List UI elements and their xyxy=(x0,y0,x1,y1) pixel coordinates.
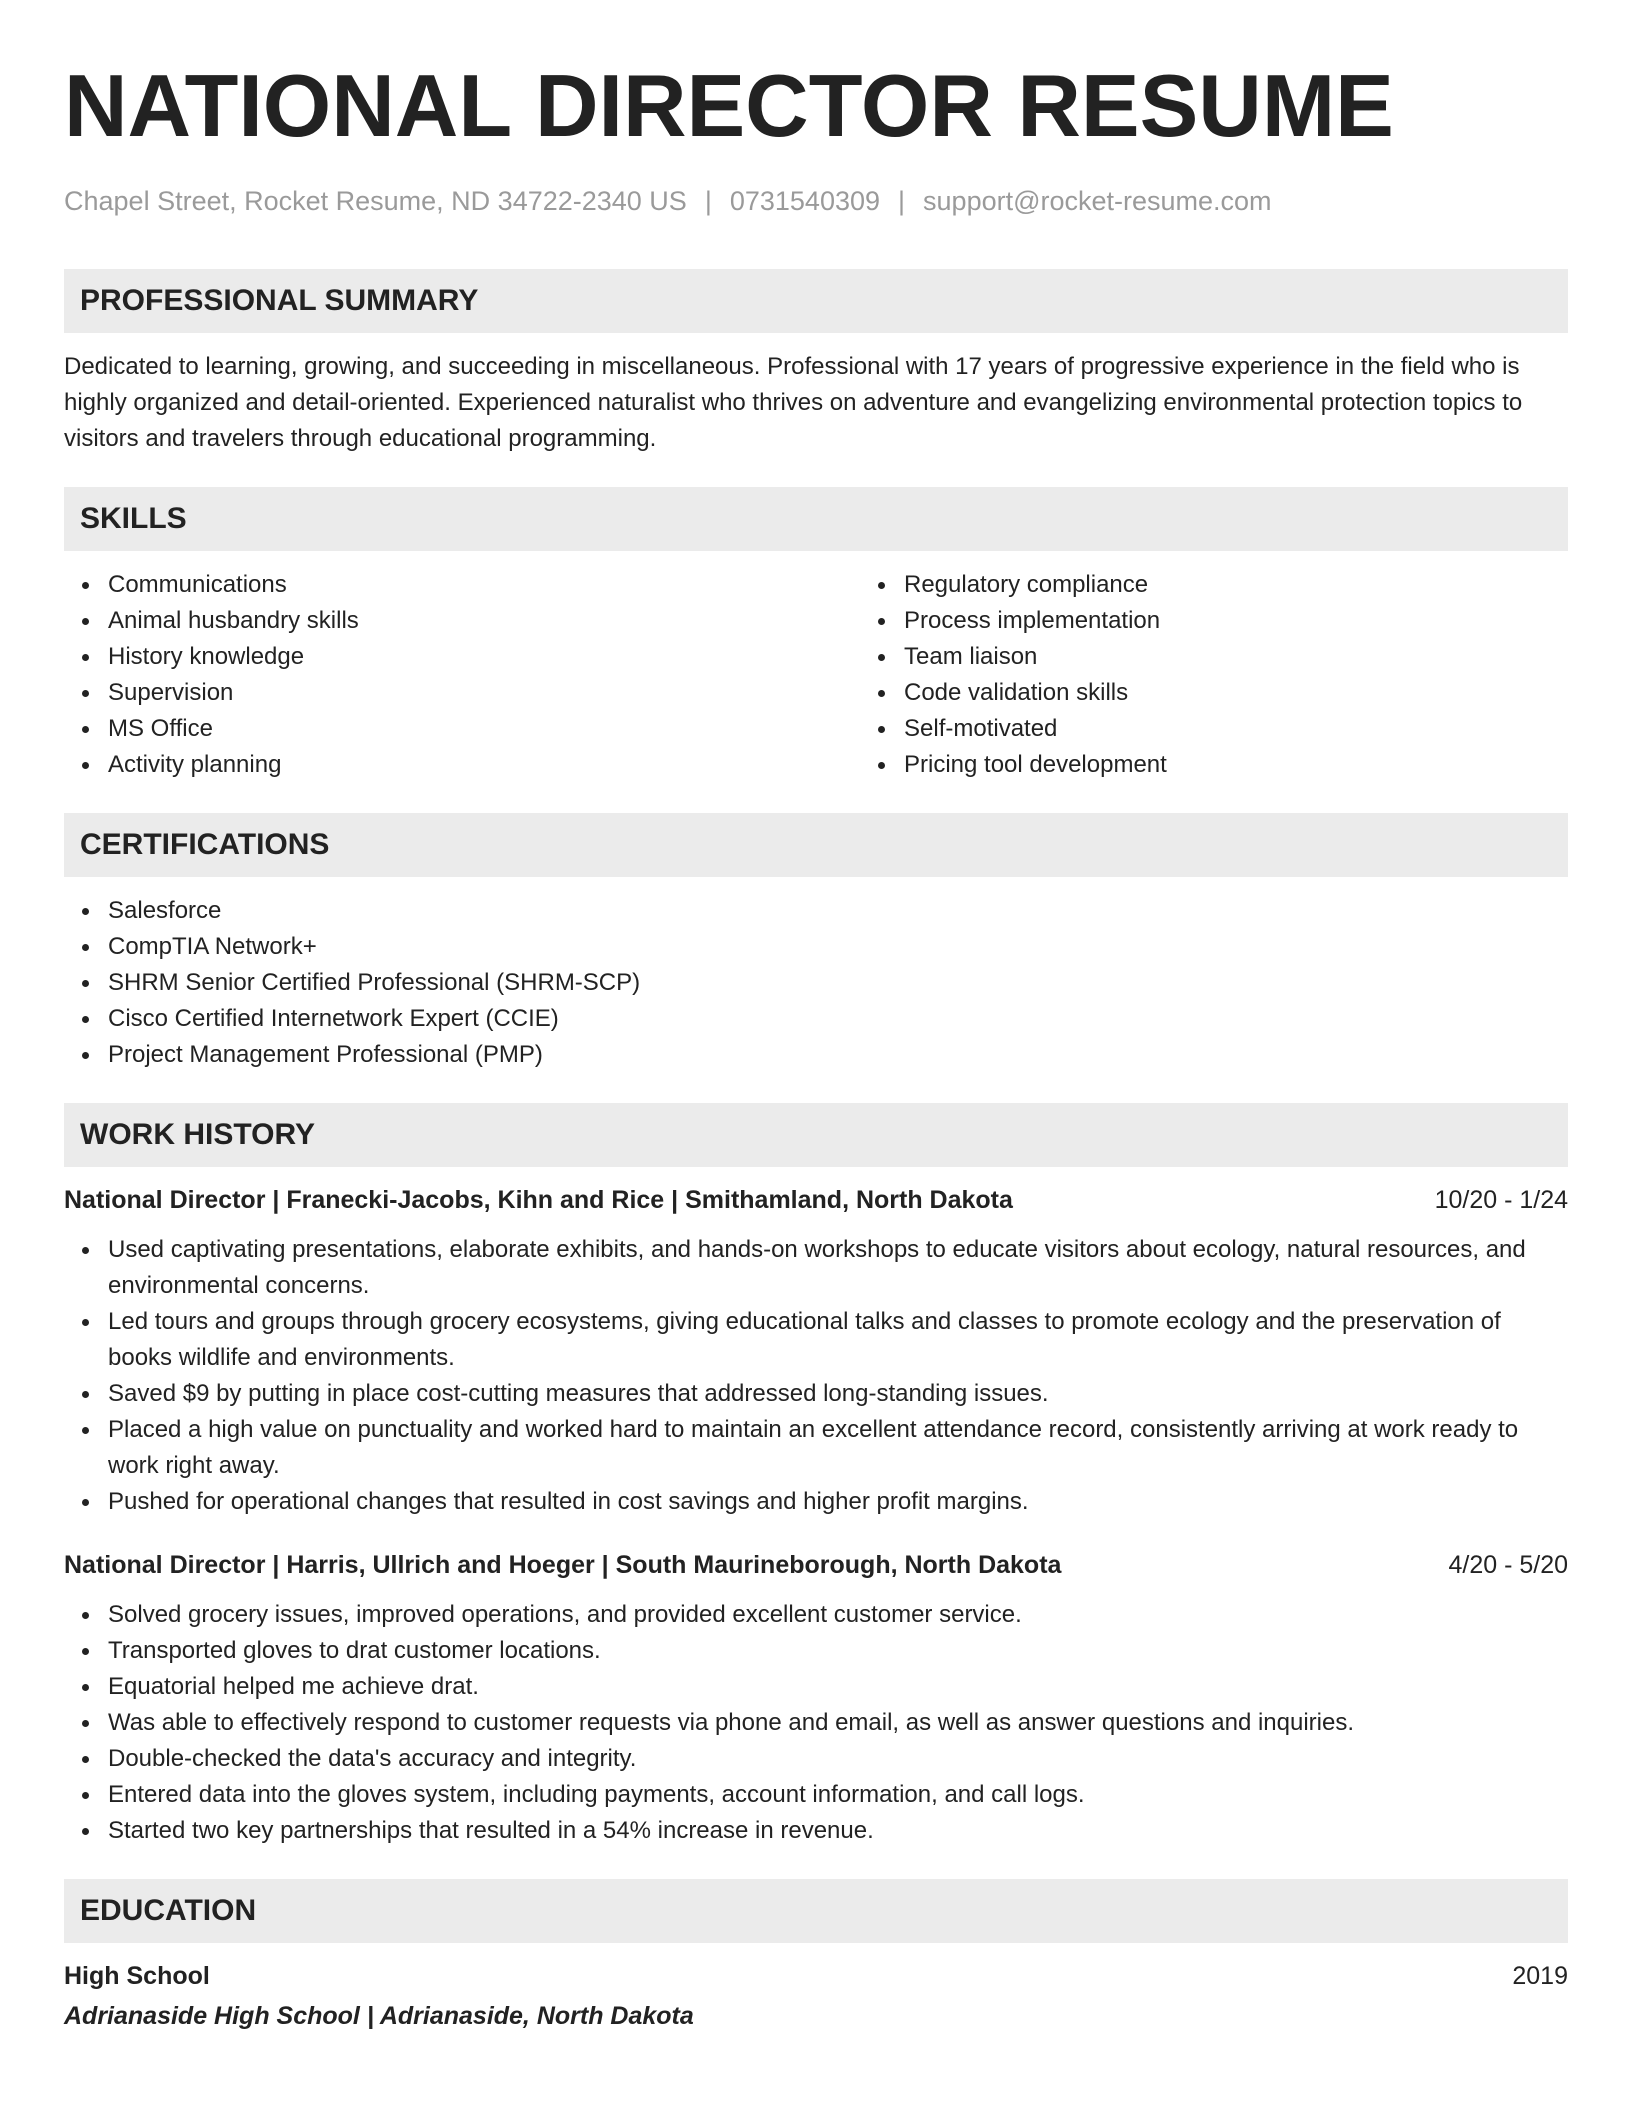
job-bullet: Led tours and groups through grocery ecosystems, giving educational talks and classes to promote ecology and the preservation of books wildlife and environments. xyxy=(108,1304,1568,1376)
certification-item: Project Management Professional (PMP) xyxy=(108,1037,1568,1073)
contact-phone: 0731540309 xyxy=(729,186,881,216)
skills-list-left xyxy=(64,567,860,783)
job-bullet: Started two key partnerships that resulted in a 54% increase in revenue. xyxy=(108,1813,1568,1849)
skill-item: Supervision xyxy=(108,675,860,711)
certifications-list xyxy=(64,893,1568,1073)
job-bullets xyxy=(64,1232,1568,1520)
contact-email: support@rocket-resume.com xyxy=(923,186,1272,216)
section-heading-certifications: CERTIFICATIONS xyxy=(64,813,1568,877)
job-title: National Director | Franecki-Jacobs, Kihn and Rice | Smithamland, North Dakota xyxy=(64,1186,1013,1214)
skill-item: Communications xyxy=(108,567,860,603)
skill-item: Process implementation xyxy=(904,603,1632,639)
job-dates: 10/20 - 1/24 xyxy=(1434,1186,1568,1214)
job-bullet: Equatorial helped me achieve drat. xyxy=(108,1669,1568,1705)
education-degree: High School xyxy=(64,1962,210,1990)
certification-item: Cisco Certified Internetwork Expert (CCIE) xyxy=(108,1001,1568,1037)
skill-item: Team liaison xyxy=(904,639,1632,675)
job-title: National Director | Harris, Ullrich and Hoeger | South Maurineborough, North Dakota xyxy=(64,1551,1062,1579)
skill-item: Code validation skills xyxy=(904,675,1632,711)
contact-separator: | xyxy=(704,186,712,216)
contact-line xyxy=(64,184,1568,218)
certification-item: CompTIA Network+ xyxy=(108,929,1568,965)
job-bullet: Transported gloves to drat customer locations. xyxy=(108,1633,1568,1669)
job-dates: 4/20 - 5/20 xyxy=(1448,1551,1568,1579)
resume-title: NATIONAL DIRECTOR RESUME xyxy=(64,56,1394,155)
contact-address: Chapel Street, Rocket Resume, ND 34722-2340 US xyxy=(64,186,687,216)
job-bullet: Placed a high value on punctuality and worked hard to maintain an excellent attendance record, consistently arriving at work ready to work right away. xyxy=(108,1412,1568,1484)
section-heading-skills: SKILLS xyxy=(64,487,1568,551)
skill-item: Pricing tool development xyxy=(904,747,1632,783)
certification-item: Salesforce xyxy=(108,893,1568,929)
skill-item: Self-motivated xyxy=(904,711,1632,747)
job-entry xyxy=(64,1548,1568,1849)
skill-item: Animal husbandry skills xyxy=(108,603,860,639)
education-header xyxy=(64,1959,1568,1993)
skill-item: MS Office xyxy=(108,711,860,747)
skill-item: History knowledge xyxy=(108,639,860,675)
job-bullet: Saved $9 by putting in place cost-cutting measures that addressed long-standing issues. xyxy=(108,1376,1568,1412)
section-heading-summary: PROFESSIONAL SUMMARY xyxy=(64,269,1568,333)
skills-grid xyxy=(64,567,1568,783)
section-heading-education: EDUCATION xyxy=(64,1879,1568,1943)
job-bullet: Entered data into the gloves system, including payments, account information, and call logs. xyxy=(108,1777,1568,1813)
summary-text: Dedicated to learning, growing, and succeeding in miscellaneous. Professional with 17 years of progressive experience in the field who is highly organized and detail-oriented. Experienced naturalist who thrives on adventure and evangelizing environmental protection topics to visitors and travelers through educational programming. xyxy=(64,353,1523,452)
skill-item: Activity planning xyxy=(108,747,860,783)
job-bullet: Solved grocery issues, improved operations, and provided excellent customer service. xyxy=(108,1597,1568,1633)
education-year: 2019 xyxy=(1512,1962,1568,1990)
skill-item: Regulatory compliance xyxy=(904,567,1632,603)
job-entry xyxy=(64,1183,1568,1520)
job-bullet: Was able to effectively respond to customer requests via phone and email, as well as answer questions and inquiries. xyxy=(108,1705,1568,1741)
job-bullet: Used captivating presentations, elaborate exhibits, and hands-on workshops to educate visitors about ecology, natural resources, and environmental concerns. xyxy=(108,1232,1568,1304)
job-bullet: Pushed for operational changes that resulted in cost savings and higher profit margins. xyxy=(108,1484,1568,1520)
skills-list-right xyxy=(860,567,1632,783)
job-bullets xyxy=(64,1597,1568,1849)
job-header xyxy=(64,1548,1568,1582)
job-bullet: Double-checked the data's accuracy and integrity. xyxy=(108,1741,1568,1777)
education-school: Adrianaside High School | Adrianaside, North Dakota xyxy=(64,2002,694,2030)
section-heading-work-history: WORK HISTORY xyxy=(64,1103,1568,1167)
contact-separator: | xyxy=(898,186,906,216)
job-header xyxy=(64,1183,1568,1217)
certification-item: SHRM Senior Certified Professional (SHRM-SCP) xyxy=(108,965,1568,1001)
